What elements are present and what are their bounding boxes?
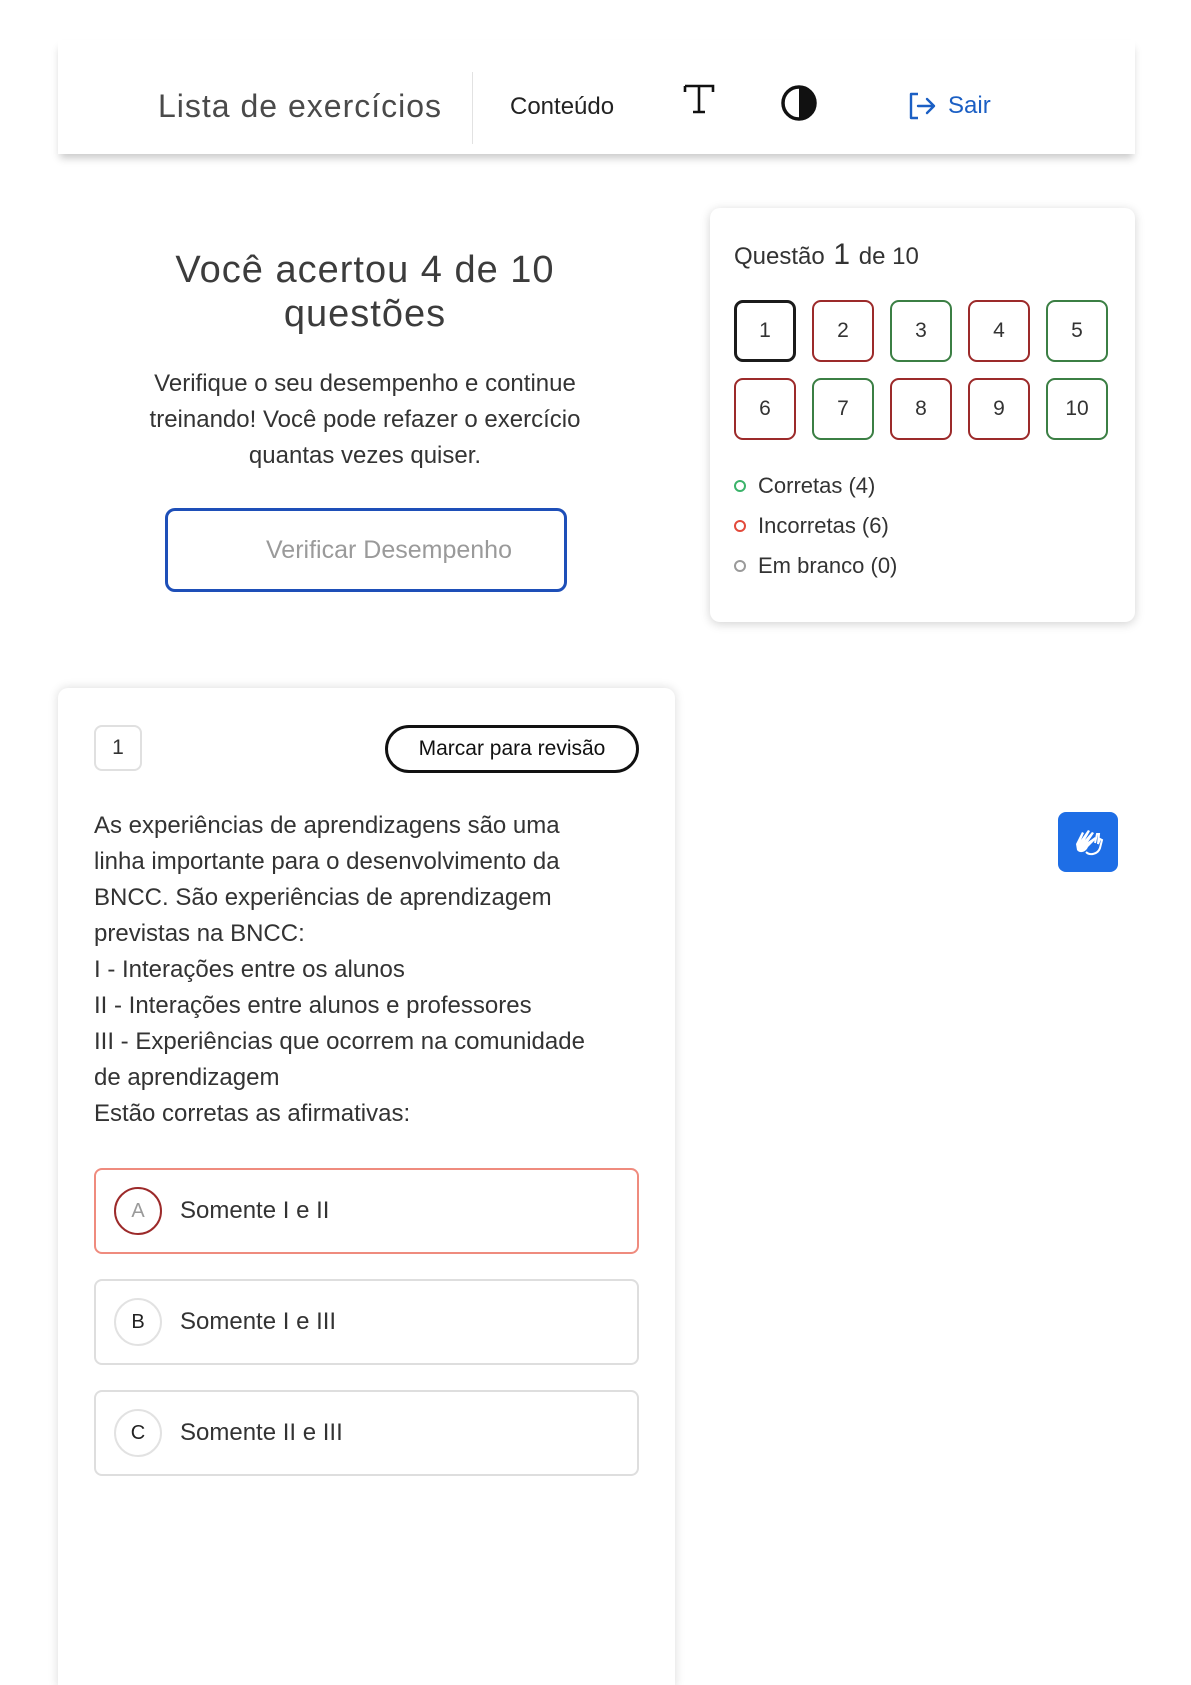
blank-dot-icon <box>734 560 746 572</box>
legend-blank-label: Em branco (0) <box>758 553 898 578</box>
result-title: Você acertou 4 de 10 questões <box>175 249 555 335</box>
verify-performance-button[interactable]: Verificar Desempenho <box>165 508 567 592</box>
result-message: Verifique o seu desempenho e continue treinando! Você pode refazer o exercício quantas vezes quiser. <box>149 370 581 469</box>
counter-prefix: Questão <box>734 243 825 270</box>
option-letter: A <box>114 1187 162 1235</box>
question-statement <box>94 808 654 1132</box>
question-button-9[interactable]: 9 <box>968 378 1030 440</box>
statement-line: linha importante para o desenvolvimento da <box>94 848 560 875</box>
statement-line: BNCC. São experiências de aprendizagem <box>94 884 552 911</box>
question-button-3[interactable]: 3 <box>890 300 952 362</box>
option-letter: B <box>114 1298 162 1346</box>
statement-line: Estão corretas as afirmativas: <box>94 1100 411 1127</box>
legend-incorrect <box>734 506 897 546</box>
question-button-8[interactable]: 8 <box>890 378 952 440</box>
option-text: Somente II e III <box>180 1419 343 1446</box>
option-c[interactable] <box>94 1390 639 1476</box>
legend-correct-label: Corretas (4) <box>758 473 876 498</box>
option-text: Somente I e II <box>180 1197 330 1224</box>
option-text: Somente I e III <box>180 1308 337 1335</box>
statement-line: previstas na BNCC: <box>94 920 305 947</box>
text-size-icon[interactable] <box>682 82 716 116</box>
question-button-5[interactable]: 5 <box>1046 300 1108 362</box>
statement-line: de aprendizagem <box>94 1064 280 1091</box>
statement-line: I - Interações entre os alunos <box>94 956 405 983</box>
content-link[interactable]: Conteúdo <box>510 93 615 120</box>
top-header <box>58 40 1135 154</box>
question-button-4[interactable]: 4 <box>968 300 1030 362</box>
page-title: Lista de exercícios <box>158 88 443 124</box>
question-button-1[interactable]: 1 <box>734 300 796 362</box>
question-button-2[interactable]: 2 <box>812 300 874 362</box>
vlibras-button[interactable] <box>1058 812 1118 872</box>
sign-language-icon <box>1068 822 1108 862</box>
logout-label: Sair <box>948 92 991 119</box>
question-button-6[interactable]: 6 <box>734 378 796 440</box>
legend-correct <box>734 466 897 506</box>
logout-button[interactable] <box>906 90 991 122</box>
question-number: 1 <box>94 725 142 771</box>
question-button-10[interactable]: 10 <box>1046 378 1108 440</box>
option-a[interactable] <box>94 1168 639 1254</box>
legend-blank <box>734 546 897 586</box>
question-card <box>58 688 675 1685</box>
header-divider <box>472 72 473 144</box>
statement-line: As experiências de aprendizagens são uma <box>94 812 560 839</box>
logout-icon <box>906 90 938 122</box>
statement-line: III - Experiências que ocorrem na comunidade <box>94 1028 585 1055</box>
incorrect-dot-icon <box>734 520 746 532</box>
contrast-icon[interactable] <box>780 84 818 122</box>
legend-incorrect-label: Incorretas (6) <box>758 513 889 538</box>
counter-current: 1 <box>833 238 851 271</box>
option-b[interactable] <box>94 1279 639 1365</box>
counter-suffix: de 10 <box>858 243 919 270</box>
statement-line: II - Interações entre alunos e professores <box>94 992 532 1019</box>
status-legend <box>734 466 897 586</box>
mark-for-review-button[interactable]: Marcar para revisão <box>385 725 639 773</box>
option-letter: C <box>114 1409 162 1457</box>
question-button-7[interactable]: 7 <box>812 378 874 440</box>
question-navigator <box>710 208 1135 622</box>
correct-dot-icon <box>734 480 746 492</box>
question-counter <box>734 238 919 272</box>
